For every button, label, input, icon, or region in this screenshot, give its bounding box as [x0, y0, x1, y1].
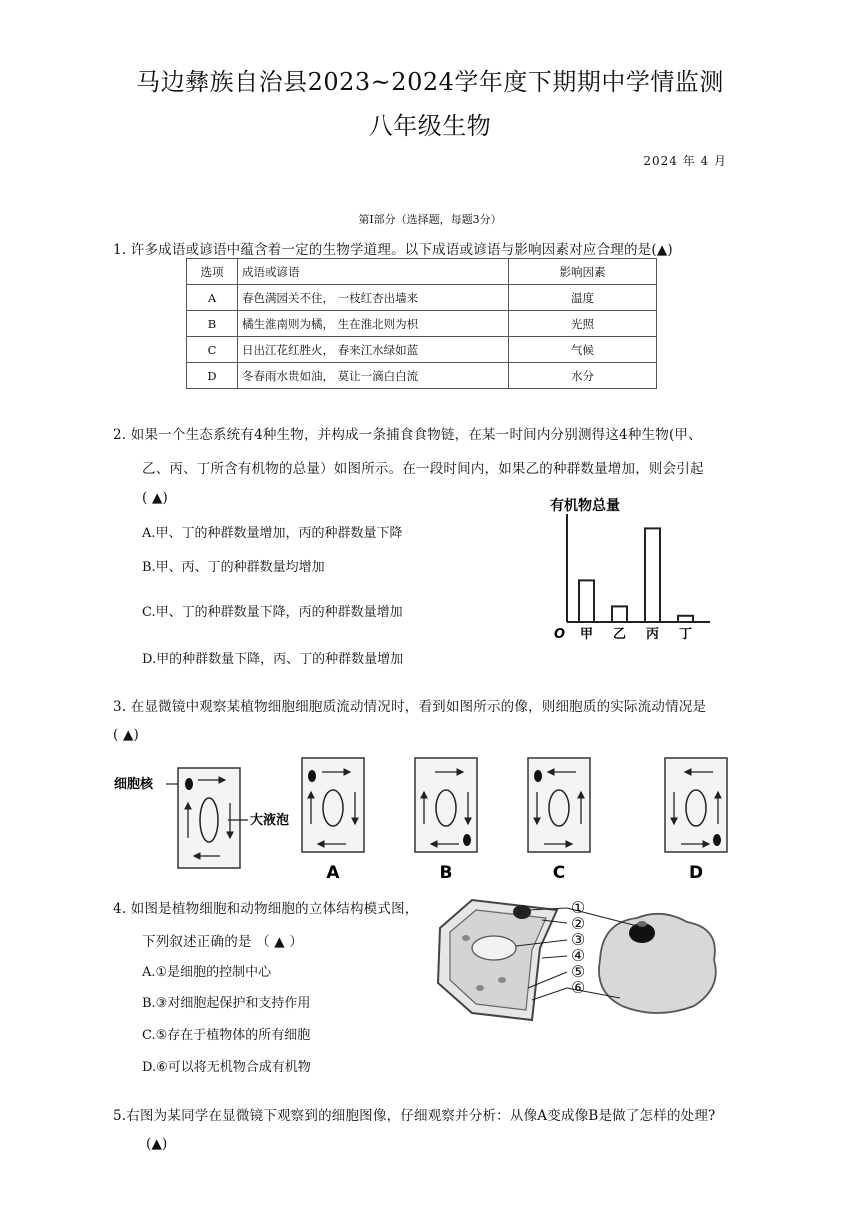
table-header-cell: 影响因素	[509, 259, 657, 285]
choice-label: A	[326, 863, 340, 883]
plant-cell	[438, 900, 557, 1020]
nucleus-label: 细胞核	[114, 777, 154, 792]
structure-marker: ①	[570, 898, 586, 917]
q3-stem-line1: 3. 在显微镜中观察某植物细胞细胞质流动情况时，看到如图所示的像，则细胞质的实际流动情况是	[113, 699, 707, 715]
table-cell: A	[187, 285, 238, 311]
q4-stem-line1: 4. 如图是植物细胞和动物细胞的立体结构模式图，	[113, 901, 419, 917]
exam-subtitle: 八年级生物	[368, 112, 492, 140]
q2-option-c: C.甲、丁的种群数量下降，丙的种群数量增加	[142, 605, 403, 620]
chart-title: 有机物总量	[550, 498, 620, 514]
q2-option-b: B.甲、丙、丁的种群数量均增加	[142, 560, 325, 575]
cytoplasm-flow-figure	[110, 748, 730, 883]
choice-panel-A	[302, 758, 364, 883]
animal-cell	[599, 914, 716, 1013]
choice-panel-D	[665, 758, 727, 883]
table-header-cell: 选项	[187, 259, 238, 285]
table-cell: 日出江花红胜火， 春来江水绿如蓝	[238, 337, 509, 363]
origin-label: O	[554, 627, 566, 642]
observed-cell	[114, 768, 289, 868]
nucleus-dot	[713, 834, 721, 846]
bar-2	[645, 528, 660, 622]
table-cell: 橘生淮南则为橘， 生在淮北则为枳	[238, 311, 509, 337]
choice-panel-C	[528, 758, 590, 883]
table-header-cell: 成语或谚语	[238, 259, 509, 285]
table-cell: 温度	[509, 285, 657, 311]
category-label: 丁	[678, 627, 693, 642]
organic-matter-chart	[545, 492, 715, 642]
q5-stem-line1: 5.右图为某同学在显微镜下观察到的细胞图像，仔细观察并分析：从像A变成像B是做了怎样的处理?	[113, 1108, 716, 1124]
q1-stem: 1. 许多成语或谚语中蕴含着一定的生物学道理。以下成语或谚语与影响因素对应合理的是(▲)	[113, 242, 673, 258]
table-cell: 光照	[509, 311, 657, 337]
vacuole-label: 大液泡	[250, 813, 290, 828]
table-row	[187, 363, 657, 389]
q2-option-a: A.甲、丁的种群数量增加，丙的种群数量下降	[142, 526, 403, 541]
q4-stem-line2: 下列叙述正确的是 （ ▲ ）	[142, 934, 304, 950]
table-row	[187, 337, 657, 363]
bar-1	[612, 606, 627, 622]
structure-marker: ⑥	[570, 978, 586, 997]
choice-label: D	[688, 863, 704, 883]
q2-stem-line2: 乙、丙、丁所含有机物的总量）如图所示。在一段时间内，如果乙的种群数量增加，则会引起	[142, 461, 704, 477]
exam-date: 2024 年 4 月	[643, 154, 727, 168]
table-header-row	[187, 259, 657, 285]
q4-option-b: B.③对细胞起保护和支持作用	[142, 996, 311, 1011]
structure-marker: ④	[570, 946, 586, 965]
q3-stem-line2: ( ▲)	[113, 727, 140, 743]
table-cell: 春色满园关不住， 一枝红杏出墙来	[238, 285, 509, 311]
bar-0	[579, 580, 594, 622]
q5-stem-line2: (▲)	[146, 1136, 168, 1152]
table-row	[187, 285, 657, 311]
nucleus-dot	[308, 770, 316, 782]
table-cell: B	[187, 311, 238, 337]
structure-marker: ②	[570, 914, 586, 933]
q2-stem-line1: 2. 如果一个生态系统有4种生物，并构成一条捕食食物链，在某一时间内分别测得这4种生物(甲、	[113, 427, 702, 443]
q4-option-a: A.①是细胞的控制中心	[142, 965, 272, 980]
table-cell: C	[187, 337, 238, 363]
table-cell: 冬春雨水贵如油， 莫让一滴白白流	[238, 363, 509, 389]
q2-option-d: D.甲的种群数量下降，丙、丁的种群数量增加	[142, 652, 404, 667]
bar-3	[678, 616, 693, 622]
q2-stem-line3: ( ▲)	[142, 490, 169, 506]
section-title: 第Ⅰ部分（选择题，每题3分）	[358, 213, 502, 226]
q4-option-c: C.⑤存在于植物体的所有细胞	[142, 1028, 311, 1043]
category-label: 丙	[645, 627, 660, 642]
structure-marker: ⑤	[570, 962, 586, 981]
table-cell: D	[187, 363, 238, 389]
q1-table	[186, 258, 657, 389]
q4-option-d: D.⑥可以将无机物合成有机物	[142, 1060, 311, 1075]
cell-structure-figure	[432, 888, 722, 1028]
choice-label: B	[439, 863, 453, 883]
structure-marker: ③	[570, 930, 586, 949]
table-row	[187, 311, 657, 337]
exam-title: 马边彝族自治县2023~2024学年度下期期中学情监测	[136, 68, 724, 96]
nucleus-dot	[185, 778, 193, 790]
category-label: 甲	[579, 627, 594, 642]
nucleus-dot	[463, 834, 471, 846]
table-cell: 水分	[509, 363, 657, 389]
table-cell: 气候	[509, 337, 657, 363]
choice-label: C	[552, 863, 566, 883]
choice-panel-B	[415, 758, 477, 883]
category-label: 乙	[612, 627, 627, 642]
nucleus-dot	[534, 770, 542, 782]
